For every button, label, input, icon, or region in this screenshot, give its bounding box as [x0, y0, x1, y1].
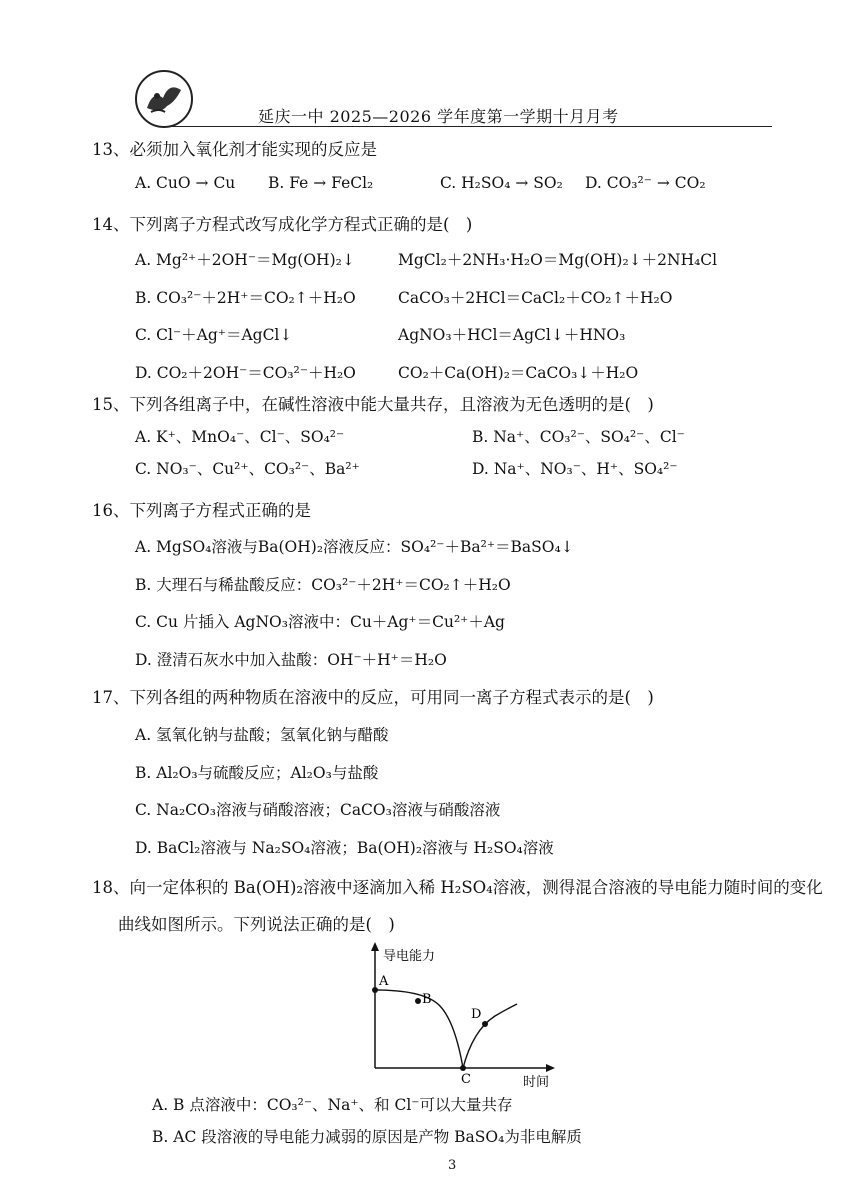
- q14-option-d-ionic: D. CO₂＋2OH⁻＝CO₃²⁻＋H₂O: [135, 364, 356, 382]
- question-18-stem-line2: 曲线如图所示。下列说法正确的是( ): [118, 915, 395, 934]
- point-c-marker: [460, 1065, 466, 1071]
- q17-option-c: C. Na₂CO₃溶液与硝酸溶液；CaCO₃溶液与硝酸溶液: [135, 801, 501, 819]
- q16-option-b: B. 大理石与稀盐酸反应：CO₃²⁻＋2H⁺＝CO₂↑＋H₂O: [135, 576, 511, 594]
- exam-header-title: 延庆一中 2025—2026 学年度第一学期十月月考: [258, 107, 619, 126]
- q14-option-b-ionic: B. CO₃²⁻＋2H⁺＝CO₂↑＋H₂O: [135, 289, 356, 307]
- point-a-label: A: [379, 974, 389, 989]
- school-logo-icon: [133, 68, 195, 130]
- q17-option-a: A. 氢氧化钠与盐酸；氢氧化钠与醋酸: [135, 726, 389, 744]
- point-b-marker: [415, 998, 421, 1004]
- q18-option-a: A. B 点溶液中：CO₃²⁻、Na⁺、和 Cl⁻可以大量共存: [152, 1096, 513, 1114]
- question-16-stem: 16、下列离子方程式正确的是: [92, 501, 311, 520]
- header-divider: [172, 126, 772, 127]
- q18-option-b: B. AC 段溶液的导电能力减弱的原因是产物 BaSO₄为非电解质: [152, 1128, 582, 1146]
- q14-option-d-chem: CO₂＋Ca(OH)₂＝CaCO₃↓＋H₂O: [398, 364, 639, 382]
- q15-option-c: C. NO₃⁻、Cu²⁺、CO₃²⁻、Ba²⁺: [135, 460, 360, 478]
- point-b-label: B: [422, 992, 432, 1007]
- question-13-stem: 13、必须加入氧化剂才能实现的反应是: [92, 140, 377, 159]
- question-17-stem: 17、下列各组的两种物质在溶液中的反应，可用同一离子方程式表示的是( ): [92, 688, 654, 707]
- page-number: 3: [448, 1158, 457, 1173]
- q16-option-c: C. Cu 片插入 AgNO₃溶液中：Cu＋Ag⁺＝Cu²⁺＋Ag: [135, 613, 505, 631]
- graph-x-label: 时间: [523, 1075, 550, 1090]
- q17-option-b: B. Al₂O₃与硫酸反应；Al₂O₃与盐酸: [135, 764, 379, 782]
- point-a-marker: [372, 987, 378, 993]
- q14-option-a-ionic: A. Mg²⁺＋2OH⁻＝Mg(OH)₂↓: [135, 251, 355, 269]
- point-d-label: D: [471, 1007, 482, 1022]
- question-18-stem-line1: 18、向一定体积的 Ba(OH)₂溶液中逐滴加入稀 H₂SO₄溶液，测得混合溶液的导电能力随时间的变化: [92, 878, 823, 897]
- conductivity-time-graph: [355, 940, 565, 1090]
- q14-option-c-ionic: C. Cl⁻＋Ag⁺＝AgCl↓: [135, 326, 293, 344]
- q15-option-d: D. Na⁺、NO₃⁻、H⁺、SO₄²⁻: [472, 460, 678, 478]
- q14-option-b-chem: CaCO₃＋2HCl＝CaCl₂＋CO₂↑＋H₂O: [398, 289, 673, 307]
- y-axis-arrow-icon: [371, 942, 379, 951]
- graph-y-label: 导电能力: [383, 949, 436, 964]
- q16-option-d: D. 澄清石灰水中加入盐酸：OH⁻＋H⁺＝H₂O: [135, 651, 447, 669]
- question-15-stem: 15、下列各组离子中，在碱性溶液中能大量共存，且溶液为无色透明的是( ): [92, 395, 654, 414]
- q16-option-a: A. MgSO₄溶液与Ba(OH)₂溶液反应：SO₄²⁻＋Ba²⁺＝BaSO₄↓: [135, 538, 574, 556]
- q15-option-b: B. Na⁺、CO₃²⁻、SO₄²⁻、Cl⁻: [472, 428, 685, 446]
- q15-option-a: A. K⁺、MnO₄⁻、Cl⁻、SO₄²⁻: [135, 428, 345, 446]
- x-axis-arrow-icon: [546, 1064, 555, 1072]
- q14-option-c-chem: AgNO₃＋HCl＝AgCl↓＋HNO₃: [398, 326, 626, 344]
- point-c-label: C: [461, 1072, 471, 1087]
- point-d-marker: [482, 1021, 488, 1027]
- q13-option-c: C. H₂SO₄ → SO₂: [440, 174, 563, 192]
- q14-option-a-chem: MgCl₂＋2NH₃·H₂O＝Mg(OH)₂↓＋2NH₄Cl: [398, 251, 718, 269]
- question-14-stem: 14、下列离子方程式改写成化学方程式正确的是( ): [92, 215, 473, 234]
- q13-option-b: B. Fe → FeCl₂: [268, 174, 374, 192]
- q13-option-a: A. CuO → Cu: [135, 174, 236, 192]
- q17-option-d: D. BaCl₂溶液与 Na₂SO₄溶液；Ba(OH)₂溶液与 H₂SO₄溶液: [135, 839, 554, 857]
- q13-option-d: D. CO₃²⁻ → CO₂: [585, 174, 706, 192]
